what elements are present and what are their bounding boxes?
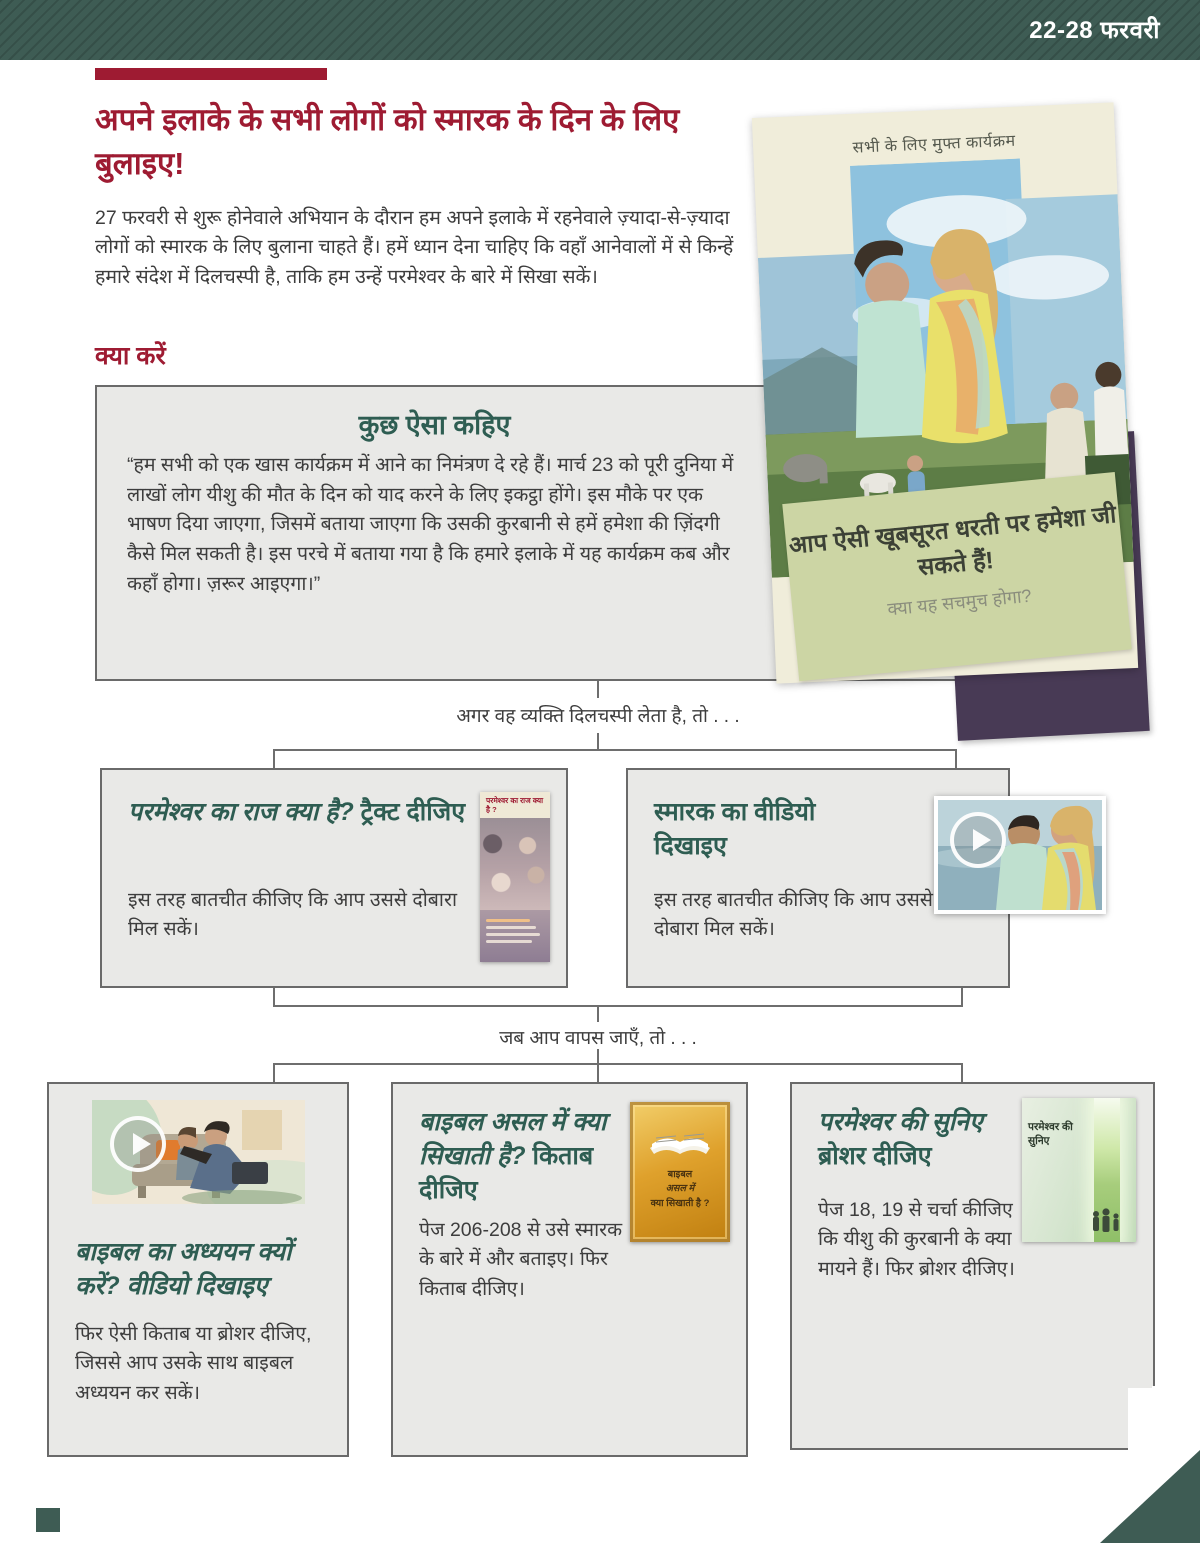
play-icon[interactable] xyxy=(950,812,1006,868)
flow-label-if-interested: अगर वह व्यक्ति दिलचस्पी लेता है, तो . . . xyxy=(456,706,740,727)
flow-connector-line xyxy=(961,988,963,1005)
tract-title-panel xyxy=(782,472,1132,681)
publication-title: बाइबल का अध्ययन क्यों करें? xyxy=(75,1238,292,1300)
brochure-cover-title: परमेश्वर की सुनिए xyxy=(1028,1121,1073,1147)
card-study-video xyxy=(47,1082,349,1457)
flow-connector-line xyxy=(273,749,275,768)
open-bible-icon xyxy=(648,1118,712,1158)
card-brochure-body: पेज 18, 19 से चर्चा कीजिए कि यीशु की कुरबानी के क्या मायने हैं। फिर ब्रोशर दीजिए। xyxy=(818,1199,1015,1280)
flow-connector-line xyxy=(961,1063,963,1082)
card-brochure xyxy=(790,1082,1155,1450)
card-tract-body: इस तरह बातचीत कीजिए कि आप उससे दोबारा मिल सकें। xyxy=(128,889,458,941)
flow-connector-line xyxy=(597,733,599,749)
publication-title: बाइबल असल में क्या सिखाती है? xyxy=(419,1108,607,1170)
flow-connector-line xyxy=(273,1063,275,1082)
flow-connector-line xyxy=(597,1063,599,1082)
card-book xyxy=(391,1082,748,1457)
page-title: अपने इलाके के सभी लोगों को स्मारक के दिन के लिए बुलाइए! xyxy=(95,102,680,182)
tract-thumb-title: परमेश्वर का राज क्या है ? xyxy=(480,792,550,818)
footer-square-decoration xyxy=(36,1508,60,1532)
flow-connector-line xyxy=(273,1005,963,1007)
card-brochure-title xyxy=(818,1106,1028,1174)
card-book-title xyxy=(419,1106,619,1207)
section-heading: क्या करें xyxy=(95,342,166,370)
card-memorial-title: स्मारक का वीडियो दिखाइए xyxy=(654,798,816,860)
book-cover-line2: असल में xyxy=(665,1183,695,1195)
flow-connector-line xyxy=(955,749,957,768)
brochure-cover-thumbnail[interactable] xyxy=(1022,1098,1136,1242)
card-tract xyxy=(100,768,568,988)
say-box-quote: “हम सभी को एक खास कार्यक्रम में आने का निमंत्रण दे रहे हैं। मार्च 23 को पूरी दुनिया में लाखों लोग यीशु की मौत के दिन को याद करने के लिए इकट्ठा होंगे। इस मौके पर एक भाषण दिया जाएगा, जिसमें बताया जाएगा कि उसकी कुरबानी से हमें हमेशा की ज़िंदगी कैसे मिल सकती है। इस परचे में बताया गया है कि हमारे इलाके में यह कार्यक्रम कब और कहाँ होगा। ज़रूर आइएगा।” xyxy=(127,454,734,595)
brochure-family-silhouette xyxy=(1086,1208,1126,1234)
play-icon[interactable] xyxy=(110,1116,166,1172)
intro-paragraph: 27 फरवरी से शुरू होनेवाले अभियान के दौरान हम अपने इलाके में रहनेवाले ज़्यादा-से-ज़्यादा लोगों को स्मारक के लिए बुलाना चाहते हैं। हमें ध्यान देना चाहिए कि वहाँ आनेवालों में से किन्हें हमारे संदेश में दिलचस्पी है, ताकि हम उन्हें परमेश्वर के बारे में सिखा सकें। xyxy=(95,207,734,288)
card-study-title xyxy=(75,1236,335,1304)
book-cover-thumbnail[interactable] xyxy=(630,1102,730,1242)
book-cover-line1: बाइबल xyxy=(667,1169,693,1180)
header-bar xyxy=(0,0,1200,60)
memorial-video-thumbnail[interactable] xyxy=(934,796,1106,914)
card-title-rest: वीडियो दिखाइए xyxy=(119,1271,268,1300)
tract-sheet xyxy=(752,102,1138,683)
red-accent-bar xyxy=(95,68,327,80)
card-book-body: पेज 206-208 से उसे स्मारक के बारे में और बताइए। फिर किताब दीजिए। xyxy=(419,1219,623,1300)
flow-connector-line xyxy=(597,1049,599,1063)
card-tract-title xyxy=(128,796,488,830)
flow-connector-line xyxy=(273,1063,963,1065)
flow-connector-line xyxy=(597,681,599,698)
card-title-rest: किताब दीजिए xyxy=(419,1141,594,1204)
flow-connector-line xyxy=(273,988,275,1005)
card-title-rest: ट्रैक्ट दीजिए xyxy=(353,798,466,826)
tract-thumb-faces xyxy=(480,818,550,910)
flow-connector-line xyxy=(597,1005,599,1022)
study-video-thumbnail[interactable] xyxy=(92,1100,305,1204)
tract-thumb-footer xyxy=(480,910,550,962)
book-cover-line3: क्या सिखाती है ? xyxy=(650,1197,710,1209)
invitation-tract-image[interactable] xyxy=(752,98,1152,686)
say-box-heading: कुछ ऐसा कहिए xyxy=(358,410,511,440)
tract-title: आप ऐसी खूबसूरत धरती पर हमेशा जी सकते हैं! xyxy=(787,501,1118,581)
card-memorial-body: इस तरह बातचीत कीजिए कि आप उससे दोबारा मिल सकें। xyxy=(654,889,933,941)
publication-title: परमेश्वर का राज क्या है? xyxy=(128,798,354,826)
tract-thumbnail[interactable] xyxy=(480,792,550,962)
flow-connector-line xyxy=(273,749,957,751)
corner-notch xyxy=(1152,1386,1166,1460)
tract-subtitle: क्या यह सचमुच होगा? xyxy=(886,585,1033,620)
page-corner-triangle xyxy=(1100,1450,1200,1543)
tract-tagline: सभी के लिए मुफ्त कार्यक्रम xyxy=(852,132,1016,157)
flow-label-on-return: जब आप वापस जाएँ, तो . . . xyxy=(499,1028,697,1049)
date-range: 22-28 फरवरी xyxy=(1029,17,1160,44)
publication-title: परमेश्वर की सुनिए xyxy=(818,1108,983,1136)
card-title-rest: ब्रोशर दीजिए xyxy=(818,1141,932,1170)
book-cover-text xyxy=(630,1168,730,1211)
card-study-body: फिर ऐसी किताब या ब्रोशर दीजिए, जिससे आप उसके साथ बाइबल अध्ययन कर सकें। xyxy=(75,1323,312,1404)
